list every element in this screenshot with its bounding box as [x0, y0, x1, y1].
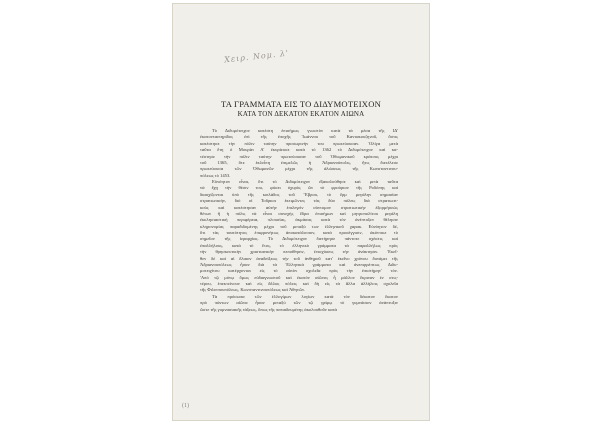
text-line: στρατιωτικήν, διὸ οἱ Τοῦρκοι ἐκτιμῶντες τὰς δύο πόλεις διὰ στρατιωτι-	[200, 198, 398, 204]
text-line: σημεῖον τῆς ἱεραρχίας. Τὸ Διδυμότειχον διετήρησε πάντοτε σχέσεις καὶ	[200, 236, 398, 242]
text-line: θέτων ἢ ἡ πόλις νὰ εἶναι συνεχὴς ἕδρα ἐπισήμων καὶ μητροπολίτου μεγάλη	[200, 210, 398, 216]
text-line: ἑκατονταετηρίδος ἐπὶ τῆς ἐποχῆς Ἰωάννου τοῦ Καντακουζηνοῦ, ὅστις	[200, 134, 398, 140]
text-line: ἐκκλησιαστικὴ περιφέρεια, πλουσίας, ἀκμάσας κατὰ τὸν ἀνέπτυξεν θέλησιν	[200, 217, 398, 223]
text-line: κατέστησε τὴν πόλιν ταύτην προσωρινὴν του πρωτεύουσαν. Ὀλίγα μετὰ	[200, 140, 398, 146]
text-line: μοτειχίτου κατέρχονται εἰς τὸ αὐτὸν σχολεῖα πρὸς τὴν ἐπιστήμην' τὸν.	[200, 268, 398, 274]
text-line: Εὐνόητον εἶναι, ὅτι τὸ Διδυμότειχον ἐξακολούθησε καὶ μετὰ ταῦτα	[212, 179, 398, 184]
text-line: ταῦτα ἔτη ὁ Μουρὰτ Α' ἐκυρίευσε κατὰ τὸ 1362 τὸ Διδυμότειχον καὶ κα-	[200, 147, 398, 153]
paragraph	[200, 294, 398, 313]
text-line: Τὸ Διδυμότειχον κατέστη ἐπισήμως γνωστὸν κατὰ τὰ μέσα τῆς ΙΔ'	[212, 128, 398, 133]
text-line: τέστησε τὴν πόλιν ταύτην πρωτεύουσαν τοῦ Ὀθωμανικοῦ κράτους μέχρι	[200, 153, 398, 159]
text-line: τέρου, ἐπεκτείνουν καὶ εἰς ἄλλας πόλεις καὶ δὴ εἰς τὰ ἄλλα ἀλλήλοις σχολεῖα	[200, 281, 398, 286]
text-line: κοὺς καὶ κατέστησαν αὐτὴν ἐπιλεγεὶν σύντομον στρατιωτικὴν ἐξορμήσεώς	[200, 204, 398, 210]
document-subtitle: ΚΑΤΑ ΤΟΝ ΔΕΚΑΤΟΝ ΕΚΑΤΟΝ ΑΙΩΝΑ	[237, 110, 365, 118]
paragraph	[200, 128, 398, 179]
text-line: ὅτι τὰς ταυτότητος ἐπιφρονήτως ἀποκατάλοιπον, κατὰ προσέγγισιν, ἀκόντικε τὸ	[200, 230, 398, 235]
text-line: κληρονομίας παραδιδομένης μέχρι τοῦ μεταξύ των ἑλληνικοῦ χαρακ. Εὐνόητον δέ,	[200, 223, 398, 229]
text-line: 'Από τῷ μόνῳ ὅμως εὐδιαγνωστοῦ καὶ ἑκατὸν αἰῶνος ἧ μάλλον ἔκριναν ἐν στις-	[200, 274, 398, 280]
text-line: τῆς Φιλιππουπόλεως, Κωνσταντινουπόλεως καὶ Ἀθηνῶν.	[200, 287, 306, 293]
text-line: πρωτεύουσα τῶν Ὀθωμανῶν μέχρι τῆς ἁλώσεως τῆς Κωνσταντινου-	[200, 166, 398, 172]
body-text	[200, 128, 398, 313]
paragraph	[200, 179, 398, 294]
text-line: διασχίζονται ὑπὸ τῆς κοιλάδος τοῦ Ἕβρου, τὸ ἕρμ μεγάλην σημασίαν	[200, 191, 398, 197]
text-line: Ἀδριανουπόλεως ἦσαν διὰ τὰ Ἑλληνικὰ γράμματα καὶ ἀνεπιρρέπτως Διδυ-	[200, 261, 398, 267]
text-line: ὥστε τῆς γυμνασιακῆς τάξεως, ὅπως τῆς πεπαιδευμένης ἀκολουθοῦν κατὰ	[200, 306, 337, 312]
handwritten-annotation: Χειρ. Νομ. λ'	[223, 48, 290, 65]
text-line: τοῦ 1365, ὅτε ἐκλεἶπη ἐπιμελῶς ἡ Ἀδριανούπολις, ἥτις διετέλεσε	[200, 159, 398, 165]
text-line: νὰ ἔχῃ τὴν θέσιν του, φύσει ὀχυρὸς ὢν τὸ φρούριον τῆς Ροδόπης καὶ	[200, 185, 398, 191]
text-line: τὴν θρησκευτικὴν χριστιανικὴν πεποίθησιν, ἐνισχύσεις τὴν ἀνάκτησιν. Ἐκεῖ-	[200, 249, 398, 255]
page-marker: (1)	[182, 403, 189, 409]
text-line: θεν δὲ καὶ αἱ ἔλαιον ἀναδείξεως τὴν τοῦ ἀνθηροῦ κατ' ἐκεῖνο χρόνου δυνάμει τῆς	[200, 255, 398, 261]
text-line: πόλεως τὸ 1453.	[200, 172, 231, 178]
document-title: ΤΑ ΓΡΑΜΜΑΤΑ ΕΙΣ ΤΟ ΔΙΔΥΜΟΤΕΙΧΟΝ	[220, 99, 382, 109]
text-line: πρὸ πάντων αἰῶνα ἦσαν μεταξὺ τῶν τῷ γρίφῳ τὸ γυμνάσιον ἀνάπτυξιν	[200, 300, 398, 306]
text-line: ἐπαλλήλους, κατὰ τὸ ἔτος, τὸ ἑλληνικὸ γράμματα τὰ παραλλήλως πρὸς	[200, 242, 398, 248]
text-line: Τὰ πρόσωπα τῶν ἐλλογίμων λογίων κατὰ τὸν δέκατον ἕκατον	[212, 293, 398, 299]
